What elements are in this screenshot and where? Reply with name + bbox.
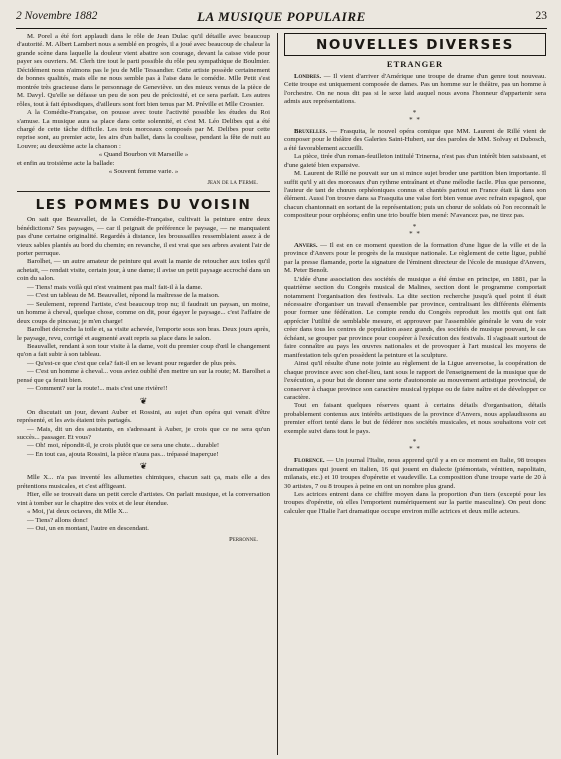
news-paragraph: La pièce, tirée d'un roman-feuilleton intitulé Trinerna, n'est pas d'un intérêt bien saisissant, et d'une gaieté bien expansive. <box>284 153 546 169</box>
story-title: LES POMMES DU VOISIN <box>35 197 252 214</box>
dateline: Anvers. <box>294 241 318 249</box>
article-paragraph: M. Porel a été fort applaudi dans le rôle de Jean Dulac qu'il détaille avec beaucoup d'autorité. M. Albert Lambert nous a semblé en progrès, il a joué avec beaucoup de chaleur la grande scène dans laquelle la douleur vient abattre son courage, devant la caisse vide pour payer ses ouvriers. M. Clerh tire tout le parti possible du rôle peu sympathique de Boulmier. Décidément nous n'aimons pas le jeu de Mlle Tessandier. Cette artiste possède certainement de bonnes qualités, mais elle ne nous semble pas à l'aise dans le comédie. Mlle Petit s'est montrée très gracieuse dans le personnage de Geneviève. un des mieux venus de la pièce de M. Davyl. Qu'elle se défasse un peu de son peu de préciosité, et ce sera parfait. Les autres rôles, tout à fait épisodiques, d'ailleurs sont fort bien tenus par M. Préville et Mlle Crosnier. <box>17 33 270 108</box>
fleuron-ornament-icon: ❦ <box>139 395 148 406</box>
author-signature: Perronne. <box>228 535 258 543</box>
anecdote-paragraph: — Oui, un en montant, l'autre en descendant. <box>27 525 149 533</box>
anecdote-paragraph: — Tiens? allons donc! <box>27 516 88 524</box>
news-paragraph: M. Laurent de Rillé ne pouvait sur un si mince sujet broder une partition bien importante. Il suffit qu'il y ait des morceaux d'un rythme entraînant et d'une mélodie facile. Plus que personne, l'auteur de tant de chœurs orphéoniques connus et chantés partout en France était là dans son élément. Aussi l'on trouve dans sa Frasquita une valse fort bien venue avec refrain espagnol, que chacun chantonnait en sortant de la représentation; puis un chœur de soldats où l'on reconnaît le compositeur pour orphéons; enfin une trio bouffe bien mené: N'avancez pas, ne tirez pas. <box>284 170 546 220</box>
news-item <box>284 457 546 491</box>
story-paragraph: Barolhet, — un autre amateur de peinture qui avait la manie de retoucher aux toiles qu'il achetait, — rendait visite, certain jour, à une dame; il avise un petit paysage accroché dans un coin du salon. <box>17 258 270 283</box>
issue-date: 2 Novembre 1882 <box>16 10 98 22</box>
story-paragraph: Barolhet décroche la toile et, sa visite achevée, l'emporte sous son bras. Deux jours après, le paysage, revu, corrigé et augmenté avait repris sa place dans le salon. <box>17 326 270 342</box>
asterism-separator-icon: * * * <box>409 108 421 124</box>
story-paragraph: On sait que Beauvallet, de la Comédie-Française, cultivait la peinture entre deux bénédictions? Ses paysages, — car il peignait de préférence le paysage, — ne manquaient pas d'une certaine originalité. Regardés à distance, les broussailles ressemblaient assez à de vieux sables plantés au bord du chemin; en revanche, il est vrai que ses arbres avaient l'air de porter perruque. <box>17 216 270 257</box>
left-column <box>17 33 270 755</box>
song-quote: « Souvent femme varie. » <box>108 168 179 176</box>
column-divider <box>277 33 278 755</box>
dateline: Florence. <box>294 457 325 465</box>
article-paragraph: et enfin au troisième acte la ballade: <box>17 159 115 167</box>
asterism-separator-icon: * * * <box>409 222 421 238</box>
anecdote-paragraph: — Oh! moi, répondit-il, je crois plutôt que ce sera une chute... durable! <box>27 442 220 450</box>
asterism-separator-icon: * * * <box>409 438 421 454</box>
anecdote-paragraph: — Mais, dit un des assistants, en s'adressant à Auber, je crois que ce ne sera qu'un succès... passager. Et vous? <box>17 425 270 442</box>
news-item <box>284 128 546 153</box>
right-column <box>284 33 546 755</box>
news-text: — Il vient d'arriver d'Amérique une troupe de drame d'un genre tout nouveau. Cette troupe est uniquement composée de dames. Pas un homme sur le théâtre, pas un homme à l'orchestre. On ne nous dit pas si le sexe laid auquel nous avons l'honneur d'appartenir sera admis aux représentations. <box>284 73 546 106</box>
anecdote-paragraph: — En tout cas, ajouta Rossini, la pièce n'aura pas... trépassé inaperçue! <box>27 450 219 458</box>
news-text: — Frasquita, le nouvel opéra comique que MM. Laurent de Rillé vient de composer pour le théâtre des Galeries Saint-Hubert, sur des paroles de MM. Solvay et Dubosch, a été favorablement accueilli. <box>284 127 546 152</box>
anecdote-paragraph: Hier, elle se trouvait dans un petit cercle d'artistes. On parlait musique, et la conversation vint à tomber sur le chapitre des voix et de leur étendue. <box>17 491 270 507</box>
story-paragraph: — Qu'est-ce que c'est que cela? fait-il en se levant pour regarder de plus près. <box>27 359 237 367</box>
anecdote-paragraph: « Moi, j'ai deux octaves, dit Mlle X... <box>27 508 128 516</box>
story-paragraph: — Seulement, reprend l'artiste, c'est beaucoup trop nu; il faudrait un paysan, un moine, un homme à cheval, quelque chose, comme on dit, pour égayer le paysage... c'est l'affaire de deux coups de pinceau; je m'en charge! <box>17 300 270 325</box>
author-signature: Jean de la Ferme. <box>207 178 258 186</box>
story-paragraph: — C'est un homme à cheval... vous aviez oublié d'en mettre un sur la route; M. Barolhet a pensé que ça ferait bien. <box>17 368 270 384</box>
story-paragraph: Beauvallet, rendant à son tour visite à la dame, voit du premier coup d'œil le changement qu'on a fait subir à son tableau. <box>17 342 270 359</box>
page-number: 23 <box>535 10 547 22</box>
song-quote: « Quand Bourbon vit Marseille » <box>98 151 189 159</box>
page-header <box>16 9 547 27</box>
story-paragraph: — Tiens! mais voilà qui n'est vraiment pas mal! fait-il à la dame. <box>27 283 203 291</box>
dateline: Londres. <box>294 73 322 80</box>
news-paragraph: Tout en faisant quelques réserves quant à certains détails d'organisation, détails probablement contenus aux intérêts artistiques de la province d'Anvers, nous applaudissons au premier effort tenté dans le but de fédérer nos sociétés musicales, et nous souhaitons voir cet exemple suivi dans tout le pays. <box>284 402 546 435</box>
article-paragraph: A la Comédie-Française, on pousse avec toute l'activité possible les études du Roi s'amuse. La musique aura sa place dans cette solennité, et c'est M. Léo Delibes qui a été chargé de cette tâche difficile. Les trois morceaux composés par M. Delibes pour cette reprise sont, au premier acte, les airs d'un ballet, dans la coulisse, pendant la fête de nuit au Louvre; au deuxième acte la chanson : <box>17 109 270 150</box>
section-title-box <box>284 33 546 56</box>
news-item <box>284 242 546 276</box>
anecdote-paragraph: On discutait un jour, devant Auber et Rossini, au sujet d'un opéra qui venait d'être représenté, et les avis étaient très partagés. <box>17 408 270 425</box>
section-subtitle: ETRANGER <box>386 59 444 69</box>
news-text: — Un journal l'Italie, nous apprend qu'il y a en ce moment en Italie, 98 troupes dramatiques qui jouent en italien, 16 qui jouent en dialecte (piémontais, vénitien, napolitain, milanais, etc.) et 10 troupes d'opérette et vaudeville. La composition d'une troupe varie de 20 à 30 artistes, 7 ou 8 troupes à peine en ont un nombre plus grand. <box>284 457 546 490</box>
section-rule <box>17 191 270 192</box>
news-text: — Il est en ce moment question de la formation d'une ligue de la ville et de la province d'Anvers pour le progrès de la musique nationale. Le règlement de cette ligue, publié par la presse flamande, porte la signature de l'éminent directeur de l'école de musique d'Anvers, M. Peter Benoît. <box>284 241 546 275</box>
news-paragraph: Ainsi qu'il résulte d'une note jointe au règlement de la Ligue anversoise, la coopération de chaque province avec son chef-lieu, tant sous le rapport de l'enseignement de la musique que de l'exécution, a pour but de donner une sorte d'autonomie au mouvement artistique provincial, de conserver à chaque province son caractère musical typique ou de faire naître et de développer ce caractère. <box>284 360 546 401</box>
dateline: Bruxelles. <box>294 127 328 135</box>
fleuron-ornament-icon: ❦ <box>139 461 148 472</box>
section-title: NOUVELLES DIVERSES <box>315 37 515 53</box>
news-item <box>284 73 546 107</box>
story-paragraph: — Comment? sur la route!... mais c'est une rivière!! <box>27 385 168 393</box>
story-paragraph: — C'est un tableau de M. Beauvallet, répond la maîtresse de la maison. <box>27 292 220 300</box>
news-paragraph: L'idée d'une association des sociétés de musique a été émise en principe, en 1881, par la quatrième section du Congrès musical de Malines, section dont le programme comportait notamment l'organisation des festivals. La dite section recherche jusqu'à quel point il était nécessaire d'organiser un travail d'ensemble par province, centralisant les différents éléments pour former une fédération. Le compte rendu du Congrès reproduit les motifs qui ont fait apprécier l'utilité de semblable mesure, et approuver par l'assemblée générale le vœu de voir créer dans tous les centres de population assez grands, des sociétés de musique pouvant, le cas échéant, se grouper par province pour coopérer à l'exécution des festivals. Il s'agissait surtout de faire connaître au pays les œuvres nationales et de provoquer à l'art musical les moyens de manifestation tels qu'en possèdent la peinture et la sculpture. <box>284 275 546 359</box>
header-rule <box>16 28 547 29</box>
anecdote-paragraph: Mlle X... n'a pas inventé les allumettes chimiques, chacun sait ça, mais elle a des prétentions musicales, et c'est affligeant. <box>17 474 270 490</box>
journal-title: LA MUSIQUE POPULAIRE <box>197 9 366 24</box>
news-paragraph: Les actrices entrent dans ce chiffre moyen dans la proportion d'un tiers (excepté pour les troupes d'opérette, où elles l'emportent numériquement sur la partie masculine). On peut donc calculer que l'Italie l'art dramatique occupe environ mille actrices et deux mille acteurs. <box>284 491 546 515</box>
